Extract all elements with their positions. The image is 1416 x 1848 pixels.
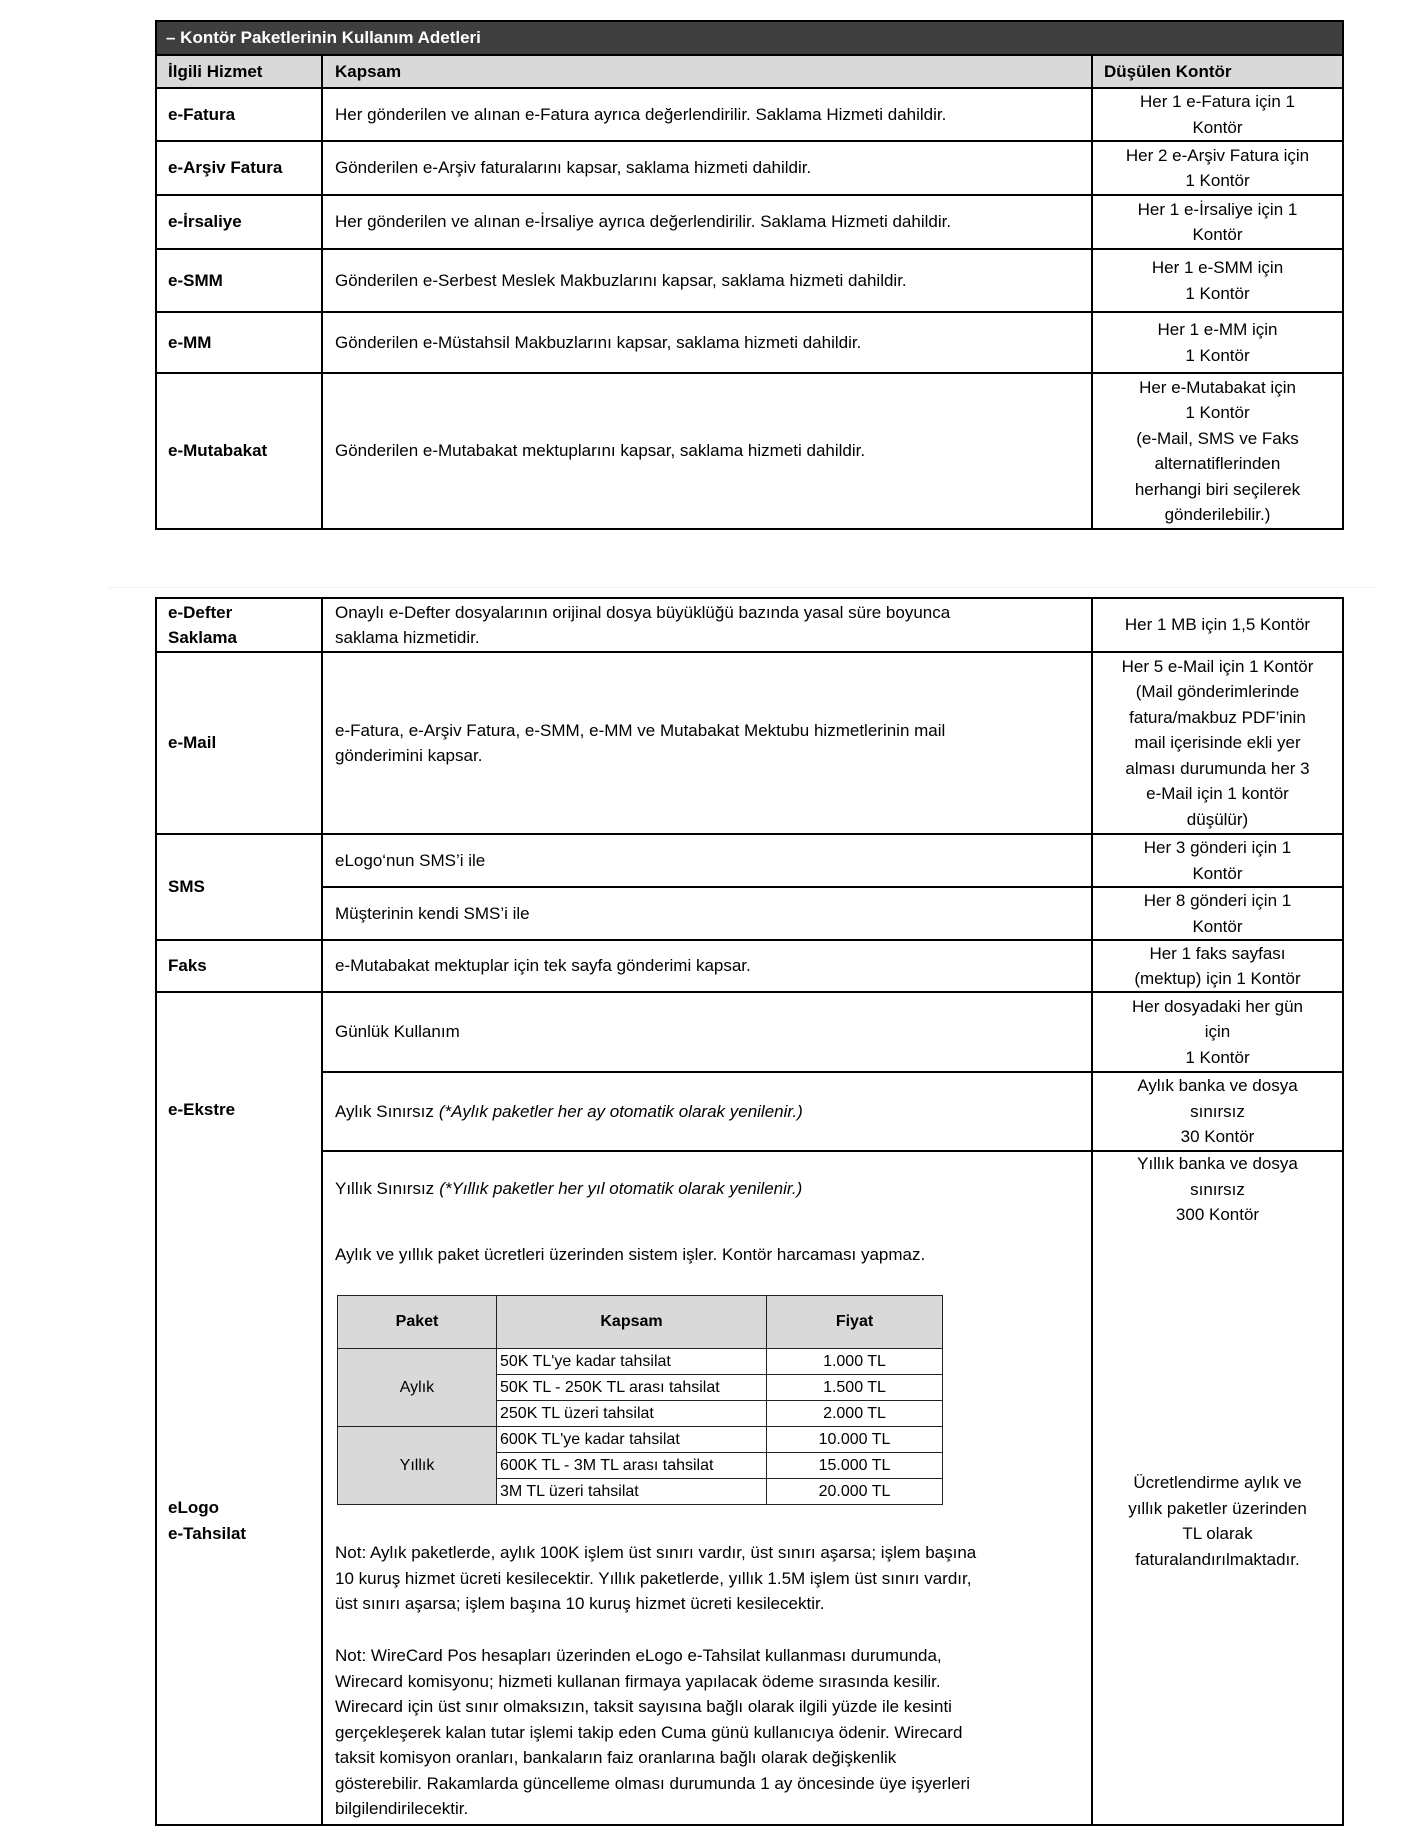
pricing-header-row bbox=[338, 1296, 943, 1349]
credit-earsiv: Her 2 e-Arşiv Fatura için 1 Kontör bbox=[1091, 140, 1344, 196]
scope-ekstre-monthly-label: Aylık Sınırsız bbox=[335, 1101, 434, 1121]
pricing-price: 20.000 TL bbox=[767, 1479, 943, 1505]
service-efatura: e-Fatura bbox=[155, 87, 323, 142]
pricing-price: 15.000 TL bbox=[767, 1453, 943, 1479]
service-edefter: e-Defter Saklama bbox=[155, 597, 323, 653]
pricing-group-monthly: Aylık bbox=[338, 1349, 497, 1427]
service-eirsaliye: e-İrsaliye bbox=[155, 194, 323, 250]
pricing-scope: 600K TL'ye kadar tahsilat bbox=[497, 1427, 767, 1453]
credit-eirsaliye: Her 1 e-İrsaliye için 1 Kontör bbox=[1091, 194, 1344, 250]
scope-ekstre-yearly-note: (*Yıllık paketler her yıl otomatik olarak yenilenir.) bbox=[439, 1179, 803, 1198]
header-service: İlgili Hizmet bbox=[155, 54, 323, 89]
credit-emutabakat: Her e-Mutabakat için 1 Kontör (e-Mail, SMS ve Faks alternatiflerinden herhangi biri seçilerek gönderilebilir.) bbox=[1091, 372, 1344, 530]
credit-esmm: Her 1 e-SMM için 1 Kontör bbox=[1091, 248, 1344, 313]
scope-emutabakat: Gönderilen e-Mutabakat mektuplarını kapsar, saklama hizmeti dahildir. bbox=[321, 372, 1093, 530]
pricing-scope: 50K TL'ye kadar tahsilat bbox=[497, 1349, 767, 1375]
scope-ekstre-yearly bbox=[335, 1176, 1083, 1202]
credit-ekstre-yearly: Yıllık banka ve dosya sınırsız 300 Kontör bbox=[1137, 1154, 1298, 1224]
pricing-scope: 50K TL - 250K TL arası tahsilat bbox=[497, 1375, 767, 1401]
credit-etahsilat: Ücretlendirme aylık ve yıllık paketler üzerinden TL olarak faturalandırılmaktadır. bbox=[1128, 1473, 1307, 1569]
credit-emm: Her 1 e-MM için 1 Kontör bbox=[1091, 311, 1344, 374]
service-emutabakat: e-Mutabakat bbox=[155, 372, 323, 530]
scope-sms-customer: Müşterinin kendi SMS’i ile bbox=[321, 886, 1093, 941]
scope-ekstre-monthly bbox=[321, 1071, 1093, 1152]
scope-faks: e-Mutabakat mektuplar için tek sayfa gönderimi kapsar. bbox=[321, 939, 1093, 993]
credit-edefter: Her 1 MB için 1,5 Kontör bbox=[1091, 597, 1344, 653]
page-break-line bbox=[107, 587, 1375, 588]
service-cell-ekstre-etahsilat bbox=[155, 991, 323, 1826]
pricing-row bbox=[338, 1427, 943, 1453]
pricing-header-scope: Kapsam bbox=[497, 1296, 767, 1349]
pricing-scope: 600K TL - 3M TL arası tahsilat bbox=[497, 1453, 767, 1479]
credit-faks: Her 1 faks sayfası (mektup) için 1 Kontör bbox=[1091, 939, 1344, 993]
pricing-group-yearly: Yıllık bbox=[338, 1427, 497, 1505]
service-esmm: e-SMM bbox=[155, 248, 323, 313]
scope-ekstre-yearly-label: Yıllık Sınırsız bbox=[335, 1179, 435, 1198]
etahsilat-note-limits: Not: Aylık paketlerde, aylık 100K işlem üst sınırı vardır, üst sınırı aşarsa; işlem başına 10 kuruş hizmet ücreti kesilecektir. Yıllık paketlerde, yıllık 1.5M işlem üst sınırı vardır, üst sınırı aşarsa; işlem başına 10 kuruş hizmet ücreti kesilecektir. bbox=[335, 1543, 977, 1613]
scope-ekstre-daily: Günlük Kullanım bbox=[321, 991, 1093, 1073]
credit-sms-elogo: Her 3 gönderi için 1 Kontör bbox=[1091, 833, 1344, 888]
pricing-scope: 250K TL üzeri tahsilat bbox=[497, 1401, 767, 1427]
credit-efatura: Her 1 e-Fatura için 1 Kontör bbox=[1091, 87, 1344, 142]
scope-ekstre-monthly-note: (*Aylık paketler her ay otomatik olarak yenilenir.) bbox=[438, 1101, 803, 1121]
table-title: – Kontör Paketlerinin Kullanım Adetleri bbox=[155, 20, 1344, 56]
credit-ekstre-daily: Her dosyadaki her gün için 1 Kontör bbox=[1091, 991, 1344, 1073]
scope-esmm: Gönderilen e-Serbest Meslek Makbuzlarını kapsar, saklama hizmeti dahildir. bbox=[321, 248, 1093, 313]
credit-ekstre-monthly: Aylık banka ve dosya sınırsız 30 Kontör bbox=[1091, 1071, 1344, 1152]
pricing-price: 1.000 TL bbox=[767, 1349, 943, 1375]
header-credit: Düşülen Kontör bbox=[1091, 54, 1344, 89]
etahsilat-note-wirecard: Not: WireCard Pos hesapları üzerinden eLogo e-Tahsilat kullanması durumunda, Wirecard komisyonu; hizmeti kullanan firmaya yapılacak ödeme sırasında kesilir. Wirecard için üst sınır olmaksızın, taksit sayısına bağlı olarak ilgili yüzde ile kesinti gerçekleşerek kalan tutar işlemi takip eden Cuma günü kullanıcıya ödenir. Wirecard taksit komisyon oranları, bankaların faiz oranlarına bağlı olarak değişkenlik gösterebilir. Rakamlarda güncelleme olması durumunda 1 ay öncesinde üye işyerleri bilgilendirilecektir. bbox=[335, 1646, 970, 1818]
scope-email: e-Fatura, e-Arşiv Fatura, e-SMM, e-MM ve Mutabakat Mektubu hizmetlerinin mail gönderimini kapsar. bbox=[321, 651, 1093, 835]
header-scope: Kapsam bbox=[321, 54, 1093, 89]
service-etahsilat: eLogo e-Tahsilat bbox=[168, 1498, 247, 1543]
credit-sms-customer: Her 8 gönderi için 1 Kontör bbox=[1091, 886, 1344, 941]
scope-sms-elogo: eLogo‘nun SMS’i ile bbox=[321, 833, 1093, 888]
pricing-header-price: Fiyat bbox=[767, 1296, 943, 1349]
scope-efatura: Her gönderilen ve alınan e-Fatura ayrıca değerlendirilir. Saklama Hizmeti dahildir. bbox=[321, 87, 1093, 142]
pricing-price: 10.000 TL bbox=[767, 1427, 943, 1453]
credit-cell-yearly-etahsilat bbox=[1091, 1150, 1344, 1826]
etahsilat-pricing-table bbox=[337, 1295, 943, 1505]
pricing-row bbox=[338, 1349, 943, 1375]
scope-edefter: Onaylı e-Defter dosyalarının orijinal dosya büyüklüğü bazında yasal süre boyunca saklama hizmetidir. bbox=[321, 597, 1093, 653]
service-faks: Faks bbox=[155, 939, 323, 993]
service-earsiv: e-Arşiv Fatura bbox=[155, 140, 323, 196]
pricing-price: 1.500 TL bbox=[767, 1375, 943, 1401]
credit-email: Her 5 e-Mail için 1 Kontör (Mail gönderimlerinde fatura/makbuz PDF’inin mail içerisinde ekli yer alması durumunda her 3 e-Mail için 1 kontör düşülür) bbox=[1091, 651, 1344, 835]
pricing-price: 2.000 TL bbox=[767, 1401, 943, 1427]
service-sms: SMS bbox=[155, 833, 323, 941]
service-emm: e-MM bbox=[155, 311, 323, 374]
scope-earsiv: Gönderilen e-Arşiv faturalarını kapsar, saklama hizmeti dahildir. bbox=[321, 140, 1093, 196]
pricing-header-package: Paket bbox=[338, 1296, 497, 1349]
scope-eirsaliye: Her gönderilen ve alınan e-İrsaliye ayrıca değerlendirilir. Saklama Hizmeti dahildir. bbox=[321, 194, 1093, 250]
service-eekstre: e-Ekstre bbox=[168, 1100, 236, 1119]
pricing-scope: 3M TL üzeri tahsilat bbox=[497, 1479, 767, 1505]
scope-cell-yearly-etahsilat bbox=[321, 1150, 1093, 1826]
service-email: e-Mail bbox=[155, 651, 323, 835]
etahsilat-info: Aylık ve yıllık paket ücretleri üzerinden sistem işler. Kontör harcaması yapmaz. bbox=[335, 1245, 926, 1264]
scope-emm: Gönderilen e-Müstahsil Makbuzlarını kapsar, saklama hizmeti dahildir. bbox=[321, 311, 1093, 374]
scope-ekstre-monthly-line bbox=[335, 1099, 803, 1125]
